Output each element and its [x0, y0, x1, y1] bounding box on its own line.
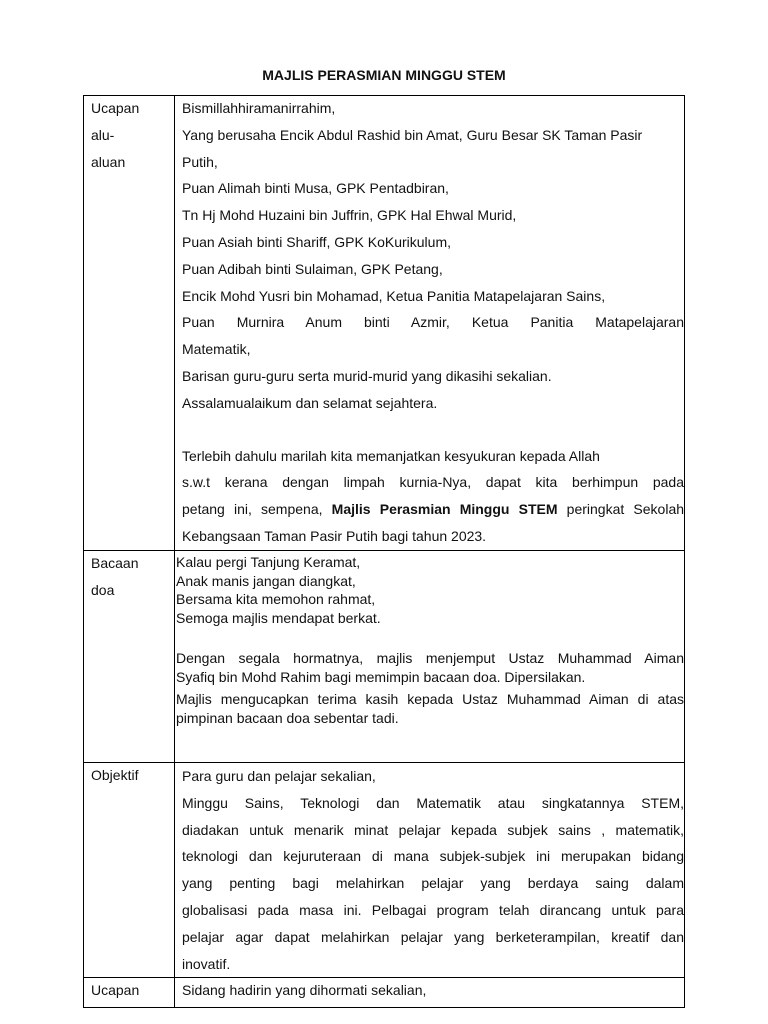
pantun-line: Bersama kita memohon rahmat,: [176, 591, 376, 607]
text-line: teknologi dan kejuruteraan di mana subjek-subjek ini merupakan bidang: [182, 848, 684, 865]
text-line: Putih,: [182, 153, 218, 170]
text-line: Puan Asiah binti Shariff, GPK KoKurikulum,: [182, 233, 451, 250]
table-row-ucapan-2: [84, 978, 685, 1008]
paragraph-line-with-bold: [182, 496, 684, 523]
label-line: Ucapan: [91, 100, 140, 116]
table-row-ucapan: [84, 96, 685, 551]
label-line: aluan: [91, 154, 126, 170]
label-line: alu-: [91, 127, 115, 143]
row-label-ucapan-2: [84, 978, 175, 1008]
pantun-line: Semoga majlis mendapat berkat.: [176, 609, 381, 626]
text-line: Para guru dan pelajar sekalian,: [182, 768, 376, 784]
paragraph-line: Kebangsaan Taman Pasir Putih bagi tahun 2023.: [182, 527, 487, 544]
invite-line: Dengan segala hormatnya, majlis menjemput Ustaz Muhammad Aiman: [176, 650, 684, 666]
row-content-doa: [175, 551, 685, 763]
text-line: Puan Adibah binti Sulaiman, GPK Petang,: [182, 260, 443, 277]
label-line: Objektif: [91, 767, 139, 783]
text-line: Puan Alimah binti Musa, GPK Pentadbiran,: [182, 180, 449, 197]
text-line: pelajar agar dapat melahirkan pelajar yang berketerampilan, kreatif dan: [182, 928, 684, 945]
pantun-line: Anak manis jangan diangkat,: [176, 572, 356, 589]
text-line: yang penting bagi melahirkan pelajar yang berdaya saing dalam: [182, 875, 684, 892]
row-content-ucapan-2: [175, 978, 685, 1008]
text-line: Matematik,: [182, 341, 251, 358]
row-label-doa: [84, 551, 175, 763]
paragraph-line: Terlebih dahulu marilah kita memanjatkan kesyukuran kepada Allah: [182, 447, 600, 464]
text-line: diadakan untuk menarik minat pelajar kepada subjek sains , matematik,: [182, 821, 684, 838]
label-line: Bacaan: [91, 555, 139, 571]
text-line: Sidang hadirin yang dihormati sekalian,: [182, 982, 427, 999]
invite-line: Syafiq bin Mohd Rahim bagi memimpin bacaan doa. Dipersilakan.: [176, 668, 586, 685]
label-line: Ucapan: [91, 982, 140, 999]
text-line: Assalamualaikum dan selamat sejahtera.: [182, 394, 438, 411]
row-content-objektif: [175, 763, 685, 978]
text-line: Yang berusaha Encik Abdul Rashid bin Amat, Guru Besar SK Taman Pasir: [182, 126, 643, 143]
speech-script-table: [83, 95, 685, 1008]
text-line: Tn Hj Mohd Huzaini bin Juffrin, GPK Hal Ehwal Murid,: [182, 207, 517, 224]
pantun-line: Kalau pergi Tanjung Keramat,: [176, 554, 361, 570]
paragraph-text: petang ini, sempena,: [182, 501, 323, 518]
page-title: MAJLIS PERASMIAN MINGGU STEM: [262, 67, 506, 83]
text-line: Puan Murnira Anum binti Azmir, Ketua Panitia Matapelajaran: [182, 314, 684, 331]
text-line: globalisasi pada masa ini. Pelbagai program telah dirancang untuk para: [182, 901, 684, 918]
paragraph-line: s.w.t kerana dengan limpah kurnia-Nya, dapat kita berhimpun pada: [182, 474, 684, 491]
label-line: doa: [91, 582, 115, 598]
event-name-bold: Majlis Perasmian Minggu STEM: [331, 501, 558, 518]
row-content-ucapan: [175, 96, 685, 551]
text-line: Bismillahhiramanirrahim,: [182, 100, 336, 116]
thanks-line: Majlis mengucapkan terima kasih kepada Ustaz Muhammad Aiman di atas: [176, 691, 684, 707]
text-line: Minggu Sains, Teknologi dan Matematik atau singkatannya STEM,: [182, 794, 684, 811]
row-label-ucapan: [84, 96, 175, 551]
text-line: inovatif.: [182, 955, 231, 972]
table-row-objektif: [84, 763, 685, 978]
text-line: Barisan guru-guru serta murid-murid yang dikasihi sekalian.: [182, 367, 552, 384]
table-row-doa: [84, 551, 685, 763]
text-line: Encik Mohd Yusri bin Mohamad, Ketua Panitia Matapelajaran Sains,: [182, 287, 606, 304]
paragraph-text: peringkat Sekolah: [566, 501, 685, 518]
thanks-line: pimpinan bacaan doa sebentar tadi.: [176, 709, 399, 726]
row-label-objektif: [84, 763, 175, 978]
